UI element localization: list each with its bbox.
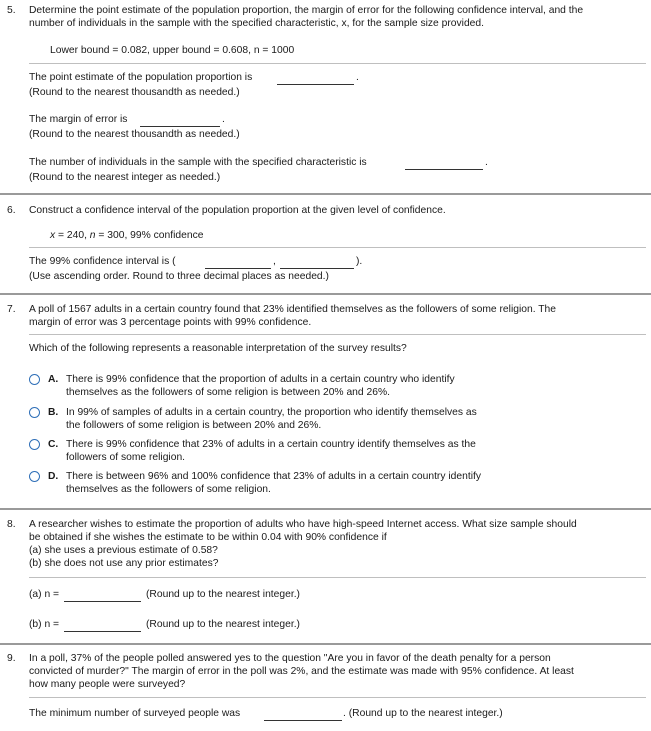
option-letter: C. [48, 439, 59, 450]
q9-hint: . (Round up to the nearest integer.) [343, 708, 503, 719]
q9-number: 9. [7, 653, 16, 664]
q6-given-values: x = 240, n = 300, 99% confidence [50, 230, 204, 241]
interval-lower-input[interactable] [205, 257, 271, 269]
q8b-label: (b) n = [29, 619, 60, 630]
q5-count-label: The number of individuals in the sample with the specified characteristic is [29, 157, 367, 168]
question-separator [0, 293, 651, 295]
option-text-line1: There is between 96% and 100% confidence that 23% of adults in a certain country identify [66, 471, 481, 482]
q8-number: 8. [7, 519, 16, 530]
q8-prompt-line1: A researcher wishes to estimate the proportion of adults who have high-speed Internet access. What size sample should [29, 519, 577, 530]
radio-button[interactable] [29, 439, 40, 450]
option-text-line1: In 99% of samples of adults in a certain country, the proportion who identify themselves as [66, 407, 477, 418]
q6-number: 6. [7, 205, 16, 216]
option-text-line2: themselves as the followers of some religion. [66, 484, 271, 495]
point-estimate-input[interactable] [277, 73, 354, 85]
q5-prompt-line2: number of individuals in the sample with the specified characteristic, x, for the sample size provided. [29, 18, 484, 29]
q6-hint: (Use ascending order. Round to three decimal places as needed.) [29, 271, 329, 282]
option-text-line2: themselves as the followers of some religion is between 20% and 26%. [66, 387, 390, 398]
q9-prompt-line3: how many people were surveyed? [29, 679, 186, 690]
divider [29, 63, 646, 64]
q8a-label: (a) n = [29, 589, 60, 600]
interval-upper-input[interactable] [280, 257, 354, 269]
interval-comma: , [273, 256, 276, 267]
q7-number: 7. [7, 304, 16, 315]
q9-answer-label: The minimum number of surveyed people was [29, 708, 241, 719]
option-text-line1: There is 99% confidence that 23% of adults in a certain country identify themselves as the [66, 439, 476, 450]
question-separator [0, 508, 651, 510]
option-letter: D. [48, 471, 59, 482]
period: . [356, 72, 359, 83]
period: . [222, 114, 225, 125]
option-text-line1: There is 99% confidence that the proportion of adults in a certain country who identify [66, 374, 455, 385]
radio-button[interactable] [29, 407, 40, 418]
option-letter: A. [48, 374, 59, 385]
q8a-hint: (Round up to the nearest integer.) [146, 589, 300, 600]
q6-interval-label: The 99% confidence interval is ( [29, 256, 176, 267]
q5-point-estimate-label: The point estimate of the population proportion is [29, 72, 253, 83]
q7-question: Which of the following represents a reasonable interpretation of the survey results? [29, 343, 407, 354]
divider [29, 334, 646, 335]
q8b-input[interactable] [64, 620, 141, 632]
q8-prompt-line4: (b) she does not use any prior estimates? [29, 558, 219, 569]
option-text-line2: followers of some religion. [66, 452, 186, 463]
minimum-surveyed-input[interactable] [264, 709, 342, 721]
margin-of-error-input[interactable] [140, 115, 220, 127]
option-letter: B. [48, 407, 59, 418]
question-separator [0, 643, 651, 645]
q7-prompt-line2: margin of error was 3 percentage points with 99% confidence. [29, 317, 312, 328]
divider [29, 247, 646, 248]
q9-prompt-line1: In a poll, 37% of the people polled answered yes to the question "Are you in favor of the death penalty for a person [29, 653, 551, 664]
divider [29, 697, 646, 698]
q7-prompt-line1: A poll of 1567 adults in a certain country found that 23% identified themselves as the followers of some religion. The [29, 304, 556, 315]
period: . [485, 157, 488, 168]
q5-margin-label: The margin of error is [29, 114, 128, 125]
question-separator [0, 193, 651, 195]
option-text-line2: the followers of some religion is between 20% and 26%. [66, 420, 322, 431]
q8-prompt-line2: be obtained if she wishes the estimate to be within 0.04 with 90% confidence if [29, 532, 387, 543]
q5-prompt-line1: Determine the point estimate of the population proportion, the margin of error for the following confidence interval, and the [29, 5, 584, 16]
q5-point-estimate-hint: (Round to the nearest thousandth as needed.) [29, 87, 240, 98]
q8b-hint: (Round up to the nearest integer.) [146, 619, 300, 630]
radio-button[interactable] [29, 471, 40, 482]
q5-number: 5. [7, 5, 16, 16]
q5-given-values: Lower bound = 0.082, upper bound = 0.608, n = 1000 [50, 45, 295, 56]
q5-margin-hint: (Round to the nearest thousandth as needed.) [29, 129, 240, 140]
divider [29, 577, 646, 578]
individuals-count-input[interactable] [405, 158, 483, 170]
radio-button[interactable] [29, 374, 40, 385]
q9-prompt-line2: convicted of murder?" The margin of error in the poll was 2%, and the estimate was made with 95% confidence. At least [29, 666, 574, 677]
q8a-input[interactable] [64, 590, 141, 602]
q6-prompt: Construct a confidence interval of the population proportion at the given level of confidence. [29, 205, 446, 216]
q5-count-hint: (Round to the nearest integer as needed.) [29, 172, 221, 183]
interval-close: ). [356, 256, 363, 267]
q8-prompt-line3: (a) she uses a previous estimate of 0.58? [29, 545, 218, 556]
